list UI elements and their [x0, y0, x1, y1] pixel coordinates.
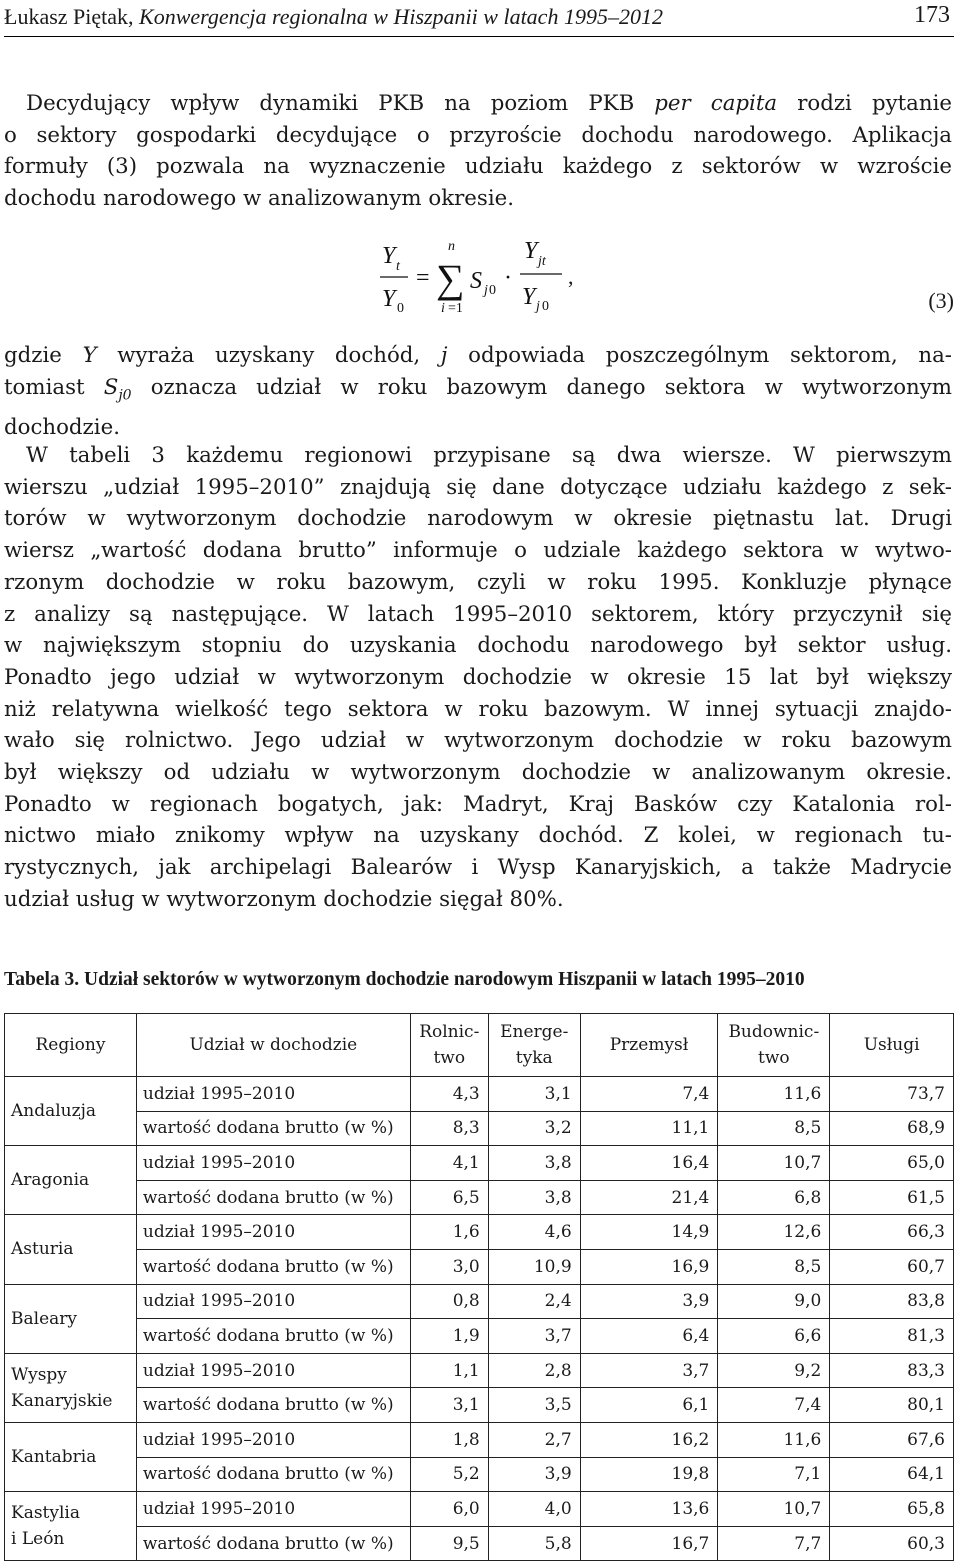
region-name: Baleary [5, 1284, 137, 1353]
value-cell: 2,4 [488, 1284, 580, 1319]
svg-text:Y: Y [382, 243, 396, 269]
value-cell: 14,9 [580, 1215, 718, 1250]
value-cell: 16,9 [580, 1249, 718, 1284]
column-header: Udział w dochodzie [136, 1014, 410, 1077]
italic-term: per capita [654, 91, 778, 116]
value-cell: 3,1 [410, 1388, 488, 1423]
text-line: nictwo miało znikomy wpływ na uzyskany dochód. Z kolei, w regionach tu- [4, 823, 952, 849]
table-row [5, 1492, 954, 1527]
value-cell: 3,5 [488, 1388, 580, 1423]
table-row [5, 1319, 954, 1354]
svg-text:Y: Y [522, 284, 536, 310]
value-cell: 10,9 [488, 1249, 580, 1284]
paragraph-definitions [4, 340, 952, 443]
text-line: z analizy są następujące. W latach 1995–2010 sektorem, który przyczynił się [4, 601, 952, 627]
row-label: wartość dodana brutto (w %) [136, 1249, 410, 1284]
svg-text:j: j [484, 283, 488, 298]
text-span: wyraża uzyskany dochód, [96, 343, 441, 368]
value-cell: 3,7 [488, 1319, 580, 1354]
row-label: wartość dodana brutto (w %) [136, 1111, 410, 1146]
value-cell: 4,1 [410, 1146, 488, 1181]
symbol-sj0: $S_{j0}$ [103, 374, 132, 403]
text-span: gdzie [4, 343, 83, 368]
svg-text:n: n [448, 239, 455, 254]
value-cell: 12,6 [718, 1215, 830, 1250]
formula-3 [0, 230, 960, 320]
table-row [5, 1284, 954, 1319]
text-span: odpowiada poszczególnym sektorom, na- [447, 343, 953, 368]
text-span: rodzi pytanie [777, 91, 952, 116]
table-row [5, 1215, 954, 1250]
value-cell: 8,5 [718, 1249, 830, 1284]
region-name: Wyspy Kanaryjskie [5, 1353, 137, 1422]
value-cell: 8,5 [718, 1111, 830, 1146]
header-author: Łukasz Piętak, [4, 4, 134, 29]
text-span: tomiast [4, 374, 104, 400]
svg-text:0: 0 [542, 299, 549, 314]
text-line: rystycznych, jak archipelagi Balearów i Wysp Kanaryjskich, a także Madrycie [4, 855, 952, 881]
text-line: formuły (3) pozwala na wyznaczenie udziału każdego z sektorów w wzroście [4, 154, 952, 180]
column-header: Usługi [830, 1014, 954, 1077]
value-cell: 60,3 [830, 1526, 954, 1561]
table-row [5, 1457, 954, 1492]
value-cell: 9,0 [718, 1284, 830, 1319]
value-cell: 3,1 [488, 1077, 580, 1112]
value-cell: 19,8 [580, 1457, 718, 1492]
value-cell: 83,8 [830, 1284, 954, 1319]
column-header: Przemysł [580, 1014, 718, 1077]
svg-text:i: i [441, 301, 445, 316]
text-line: W tabeli 3 każdemu regionowi przypisane są dwa wiersze. W pierwszym [26, 443, 952, 468]
svg-text:0: 0 [397, 301, 404, 316]
header-citation [4, 4, 663, 30]
value-cell: 80,1 [830, 1388, 954, 1423]
region-name: Kastylia i León [5, 1492, 137, 1561]
row-label: udział 1995–2010 [136, 1422, 410, 1457]
svg-text:·: · [504, 265, 512, 291]
text-line: udział usług w wytworzonym dochodzie sięgał 80%. [4, 886, 564, 912]
row-label: wartość dodana brutto (w %) [136, 1180, 410, 1215]
value-cell: 2,8 [488, 1353, 580, 1388]
value-cell: 1,9 [410, 1319, 488, 1354]
table-caption [4, 969, 805, 991]
value-cell: 8,3 [410, 1111, 488, 1146]
formula-graphic [0, 230, 960, 320]
value-cell: 0,8 [410, 1284, 488, 1319]
table-row [5, 1526, 954, 1561]
row-label: wartość dodana brutto (w %) [136, 1388, 410, 1423]
column-header: Energe- tyka [488, 1014, 580, 1077]
value-cell: 16,4 [580, 1146, 718, 1181]
table-row [5, 1077, 954, 1112]
running-header [4, 2, 954, 32]
svg-text:=: = [416, 265, 430, 291]
column-header: Regiony [5, 1014, 137, 1077]
value-cell: 3,8 [488, 1180, 580, 1215]
value-cell: 6,6 [718, 1319, 830, 1354]
sector-share-table [4, 1013, 954, 1561]
symbol-j: j [440, 343, 448, 368]
text-line: niż relatywna wielkość tego sektora w roku bazowym. W innej sytuacji znajdo- [4, 696, 952, 722]
equation-number: (3) [928, 288, 954, 313]
row-label: wartość dodana brutto (w %) [136, 1319, 410, 1354]
value-cell: 64,1 [830, 1457, 954, 1492]
value-cell: 65,0 [830, 1146, 954, 1181]
svg-text:S: S [470, 268, 482, 294]
value-cell: 3,7 [580, 1353, 718, 1388]
value-cell: 1,8 [410, 1422, 488, 1457]
svg-text:Y: Y [382, 286, 396, 312]
table-row [5, 1111, 954, 1146]
value-cell: 5,2 [410, 1457, 488, 1492]
value-cell: 7,7 [718, 1526, 830, 1561]
header-rule [4, 36, 954, 37]
row-label: udział 1995–2010 [136, 1492, 410, 1527]
row-label: udział 1995–2010 [136, 1284, 410, 1319]
value-cell: 2,7 [488, 1422, 580, 1457]
text-line: wało się rolnictwo. Jego udział w wytworzonym dochodzie w roku bazowym [4, 728, 952, 754]
page-number: 173 [914, 2, 950, 28]
value-cell: 13,6 [580, 1492, 718, 1527]
text-line: rzonym dochodzie w roku bazowym, czyli w roku 1995. Konkluzje płynące [4, 569, 952, 595]
region-name: Andaluzja [5, 1077, 137, 1146]
text-line: w największym stopniu do uzyskania dochodu narodowego był sektor usług. [4, 633, 952, 659]
paragraph-analysis [4, 440, 952, 916]
table-row [5, 1353, 954, 1388]
row-label: udział 1995–2010 [136, 1353, 410, 1388]
text-line [4, 340, 952, 372]
text-line [4, 88, 952, 120]
value-cell: 7,4 [718, 1388, 830, 1423]
text-line: był większy od udziału w wytworzonym dochodzie w analizowanym okresie. [4, 760, 952, 786]
paragraph-intro [4, 88, 952, 215]
text-line: dochodu narodowego w analizowanym okresie. [4, 186, 515, 212]
value-cell: 16,2 [580, 1422, 718, 1457]
value-cell: 11,6 [718, 1077, 830, 1112]
value-cell: 3,2 [488, 1111, 580, 1146]
table-row [5, 1180, 954, 1215]
value-cell: 5,8 [488, 1526, 580, 1561]
text-line: Ponadto w regionach bogatych, jak: Madryt, Kraj Basków czy Katalonia rol- [4, 791, 952, 817]
text-line: Ponadto jego udział w wytworzonym dochodzie w okresie 15 lat był większy [4, 664, 952, 690]
value-cell: 1,1 [410, 1353, 488, 1388]
value-cell: 83,3 [830, 1353, 954, 1388]
row-label: wartość dodana brutto (w %) [136, 1526, 410, 1561]
table-row [5, 1388, 954, 1423]
svg-text:=1: =1 [448, 301, 463, 316]
value-cell: 9,2 [718, 1353, 830, 1388]
svg-text:0: 0 [489, 283, 496, 298]
text-line: wierszu „udział 1995–2010” znajdują się dane dotyczące udziału każdego z sek- [4, 474, 952, 500]
value-cell: 7,1 [718, 1457, 830, 1492]
table-row [5, 1422, 954, 1457]
value-cell: 4,0 [488, 1492, 580, 1527]
row-label: wartość dodana brutto (w %) [136, 1457, 410, 1492]
value-cell: 3,0 [410, 1249, 488, 1284]
row-label: udział 1995–2010 [136, 1146, 410, 1181]
formula-comma: , [568, 264, 574, 289]
value-cell: 4,6 [488, 1215, 580, 1250]
value-cell: 6,5 [410, 1180, 488, 1215]
value-cell: 10,7 [718, 1492, 830, 1527]
value-cell: 67,6 [830, 1422, 954, 1457]
value-cell: 10,7 [718, 1146, 830, 1181]
svg-text:Y: Y [524, 238, 538, 264]
value-cell: 7,4 [580, 1077, 718, 1112]
text-span: oznacza udział w roku bazowym danego sektora w wytworzonym [131, 374, 952, 400]
table-row [5, 1249, 954, 1284]
text-line: wiersz „wartość dodana brutto” informuje o udziale każdego sektora w wytwo- [4, 538, 952, 564]
caption-text: Udział sektorów w wytworzonym dochodzie narodowym Hiszpanii w latach 1995–2010 [79, 969, 805, 990]
value-cell: 3,9 [580, 1284, 718, 1319]
value-cell: 73,7 [830, 1077, 954, 1112]
table-header-row [5, 1014, 954, 1077]
value-cell: 21,4 [580, 1180, 718, 1215]
column-header: Rolnic- two [410, 1014, 488, 1077]
value-cell: 61,5 [830, 1180, 954, 1215]
value-cell: 66,3 [830, 1215, 954, 1250]
value-cell: 11,6 [718, 1422, 830, 1457]
value-cell: 3,9 [488, 1457, 580, 1492]
row-label: udział 1995–2010 [136, 1215, 410, 1250]
value-cell: 6,4 [580, 1319, 718, 1354]
value-cell: 6,8 [718, 1180, 830, 1215]
svg-text:t: t [396, 259, 400, 274]
value-cell: 3,8 [488, 1146, 580, 1181]
value-cell: 1,6 [410, 1215, 488, 1250]
svg-text:∑: ∑ [436, 256, 465, 301]
text-line: torów w wytworzonym dochodzie narodowym w okresie piętnastu lat. Drugi [4, 506, 952, 532]
region-name: Asturia [5, 1215, 137, 1284]
column-header: Budownic- two [718, 1014, 830, 1077]
value-cell: 4,3 [410, 1077, 488, 1112]
svg-text:jt: jt [538, 254, 546, 269]
region-name: Aragonia [5, 1146, 137, 1215]
value-cell: 65,8 [830, 1492, 954, 1527]
text-line: o sektory gospodarki decydujące o przyroście dochodu narodowego. Aplikacja [4, 122, 952, 148]
row-label: udział 1995–2010 [136, 1077, 410, 1112]
header-title: Konwergencja regionalna w Hiszpanii w latach 1995–2012 [139, 4, 663, 29]
region-name: Kantabria [5, 1422, 137, 1491]
value-cell: 68,9 [830, 1111, 954, 1146]
value-cell: 9,5 [410, 1526, 488, 1561]
caption-label: Tabela 3. [4, 969, 80, 990]
text-line [4, 372, 952, 412]
text-line: dochodzie. [4, 414, 120, 440]
value-cell: 16,7 [580, 1526, 718, 1561]
value-cell: 11,1 [580, 1111, 718, 1146]
value-cell: 6,0 [410, 1492, 488, 1527]
value-cell: 6,1 [580, 1388, 718, 1423]
text-span: Decydujący wpływ dynamiki PKB na poziom PKB [26, 91, 655, 116]
svg-text:j: j [536, 299, 540, 314]
table-row [5, 1146, 954, 1181]
value-cell: 81,3 [830, 1319, 954, 1354]
symbol-y: Y [82, 343, 97, 368]
value-cell: 60,7 [830, 1249, 954, 1284]
